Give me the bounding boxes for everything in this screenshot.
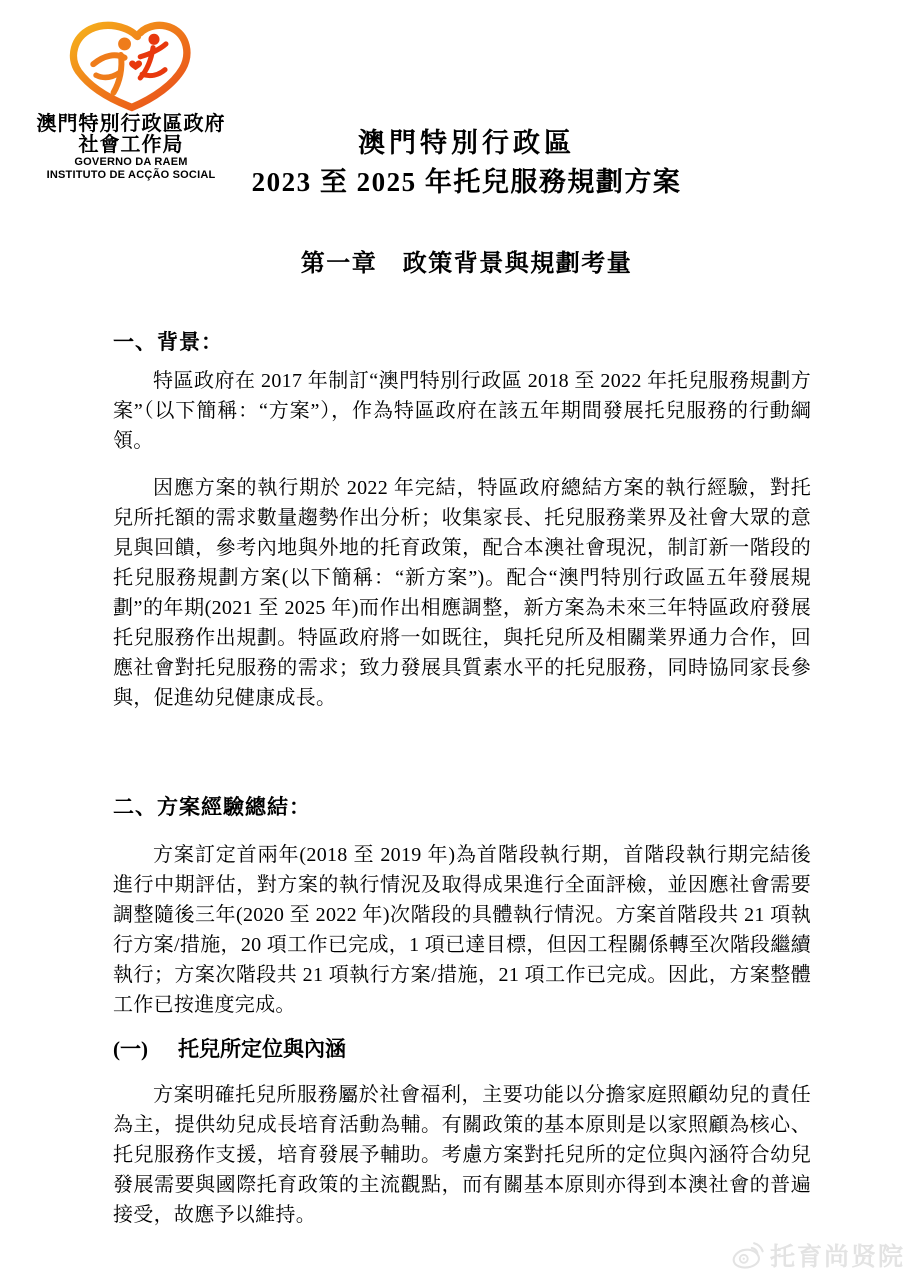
weibo-icon — [731, 1241, 765, 1270]
section-2-paragraph-1: 方案訂定首兩年(2018 至 2019 年)為首階段執行期，首階段執行期完結後進行中期評估，對方案的執行情況及取得成果進行全面評檢，並因應社會需要調整隨後三年(2020 至 2022 年)次階段的具體執行情況。方案首階段共 21 項執行方案/措施，20 項工作已完成，1 項已達目標，但因工程關係轉至次階段繼續執行；方案次階段共 21 項執行方案/措施，21 項工作已完成。因此，方案整體工作已按進度完成。 — [113, 844, 811, 1016]
section-2-heading: 二、方案經驗總結： — [113, 795, 311, 819]
document-title-line2: 2023 至 2025 年托兒服務規劃方案 — [251, 167, 682, 197]
document-title-line1: 澳門特別行政區 — [358, 128, 575, 158]
subsection-1-heading — [113, 1033, 346, 1063]
subsection-1-title: 托兒所定位與內涵 — [178, 1037, 346, 1061]
subsection-1-paragraph-1: 方案明確托兒所服務屬於社會福利，主要功能以分擔家庭照顧幼兒的責任為主，提供幼兒成長培育活動為輔。有關政策的基本原則是以家照顧為核心、托兒服務作支援，培育發展予輔助。考慮方案對托兒所的定位與內涵符合幼兒發展需要與國際托育政策的主流觀點，而有關基本原則亦得到本澳社會的普遍接受，故應予以維持。 — [113, 1084, 811, 1226]
document-title — [0, 124, 911, 202]
org-name-pt-line1: GOVERNO DA RAEM — [74, 156, 188, 168]
org-name-zh-line2: 社會工作局 — [78, 134, 184, 156]
section-1-paragraph-2: 因應方案的執行期於 2022 年完結，特區政府總結方案的執行經驗，對托兒所托額的需求數量趨勢作出分析；收集家長、托兒服務業界及社會大眾的意見與回饋，參考內地與外地的托育政策，配合本澳社會現況，制訂新一階段的托兒服務規劃方案(以下簡稱：“新方案”)。配合“澳門特別行政區五年發展規劃”的年期(2021 至 2025 年)而作出相應調整，新方案為未來三年特區政府發展托兒服務作出規劃。特區政府將一如既往，與托兒所及相關業界通力合作，回應社會對托兒服務的需求；致力發展具質素水平的托兒服務，同時協同家長參與，促進幼兒健康成長。 — [113, 477, 811, 709]
watermark-text: 托育尚贤院 — [769, 1243, 905, 1271]
heart-logo-icon — [62, 20, 200, 112]
subsection-1-number: (一) — [113, 1037, 148, 1061]
section-1-paragraph-1: 特區政府在 2017 年制訂“澳門特別行政區 2018 至 2022 年托兒服務規劃方案”（以下簡稱：“方案”），作為特區政府在該五年期間發展托兒服務的行動綱領。 — [113, 370, 811, 452]
section-1-heading: 一、背景： — [113, 330, 223, 354]
org-name-pt-line2: INSTITUTO DE ACÇÃO SOCIAL — [46, 168, 216, 181]
org-name-zh-line1: 澳門特別行政區政府 — [36, 113, 226, 135]
chapter-heading: 第一章 政策背景與規劃考量 — [300, 251, 633, 277]
watermark — [731, 1237, 905, 1273]
